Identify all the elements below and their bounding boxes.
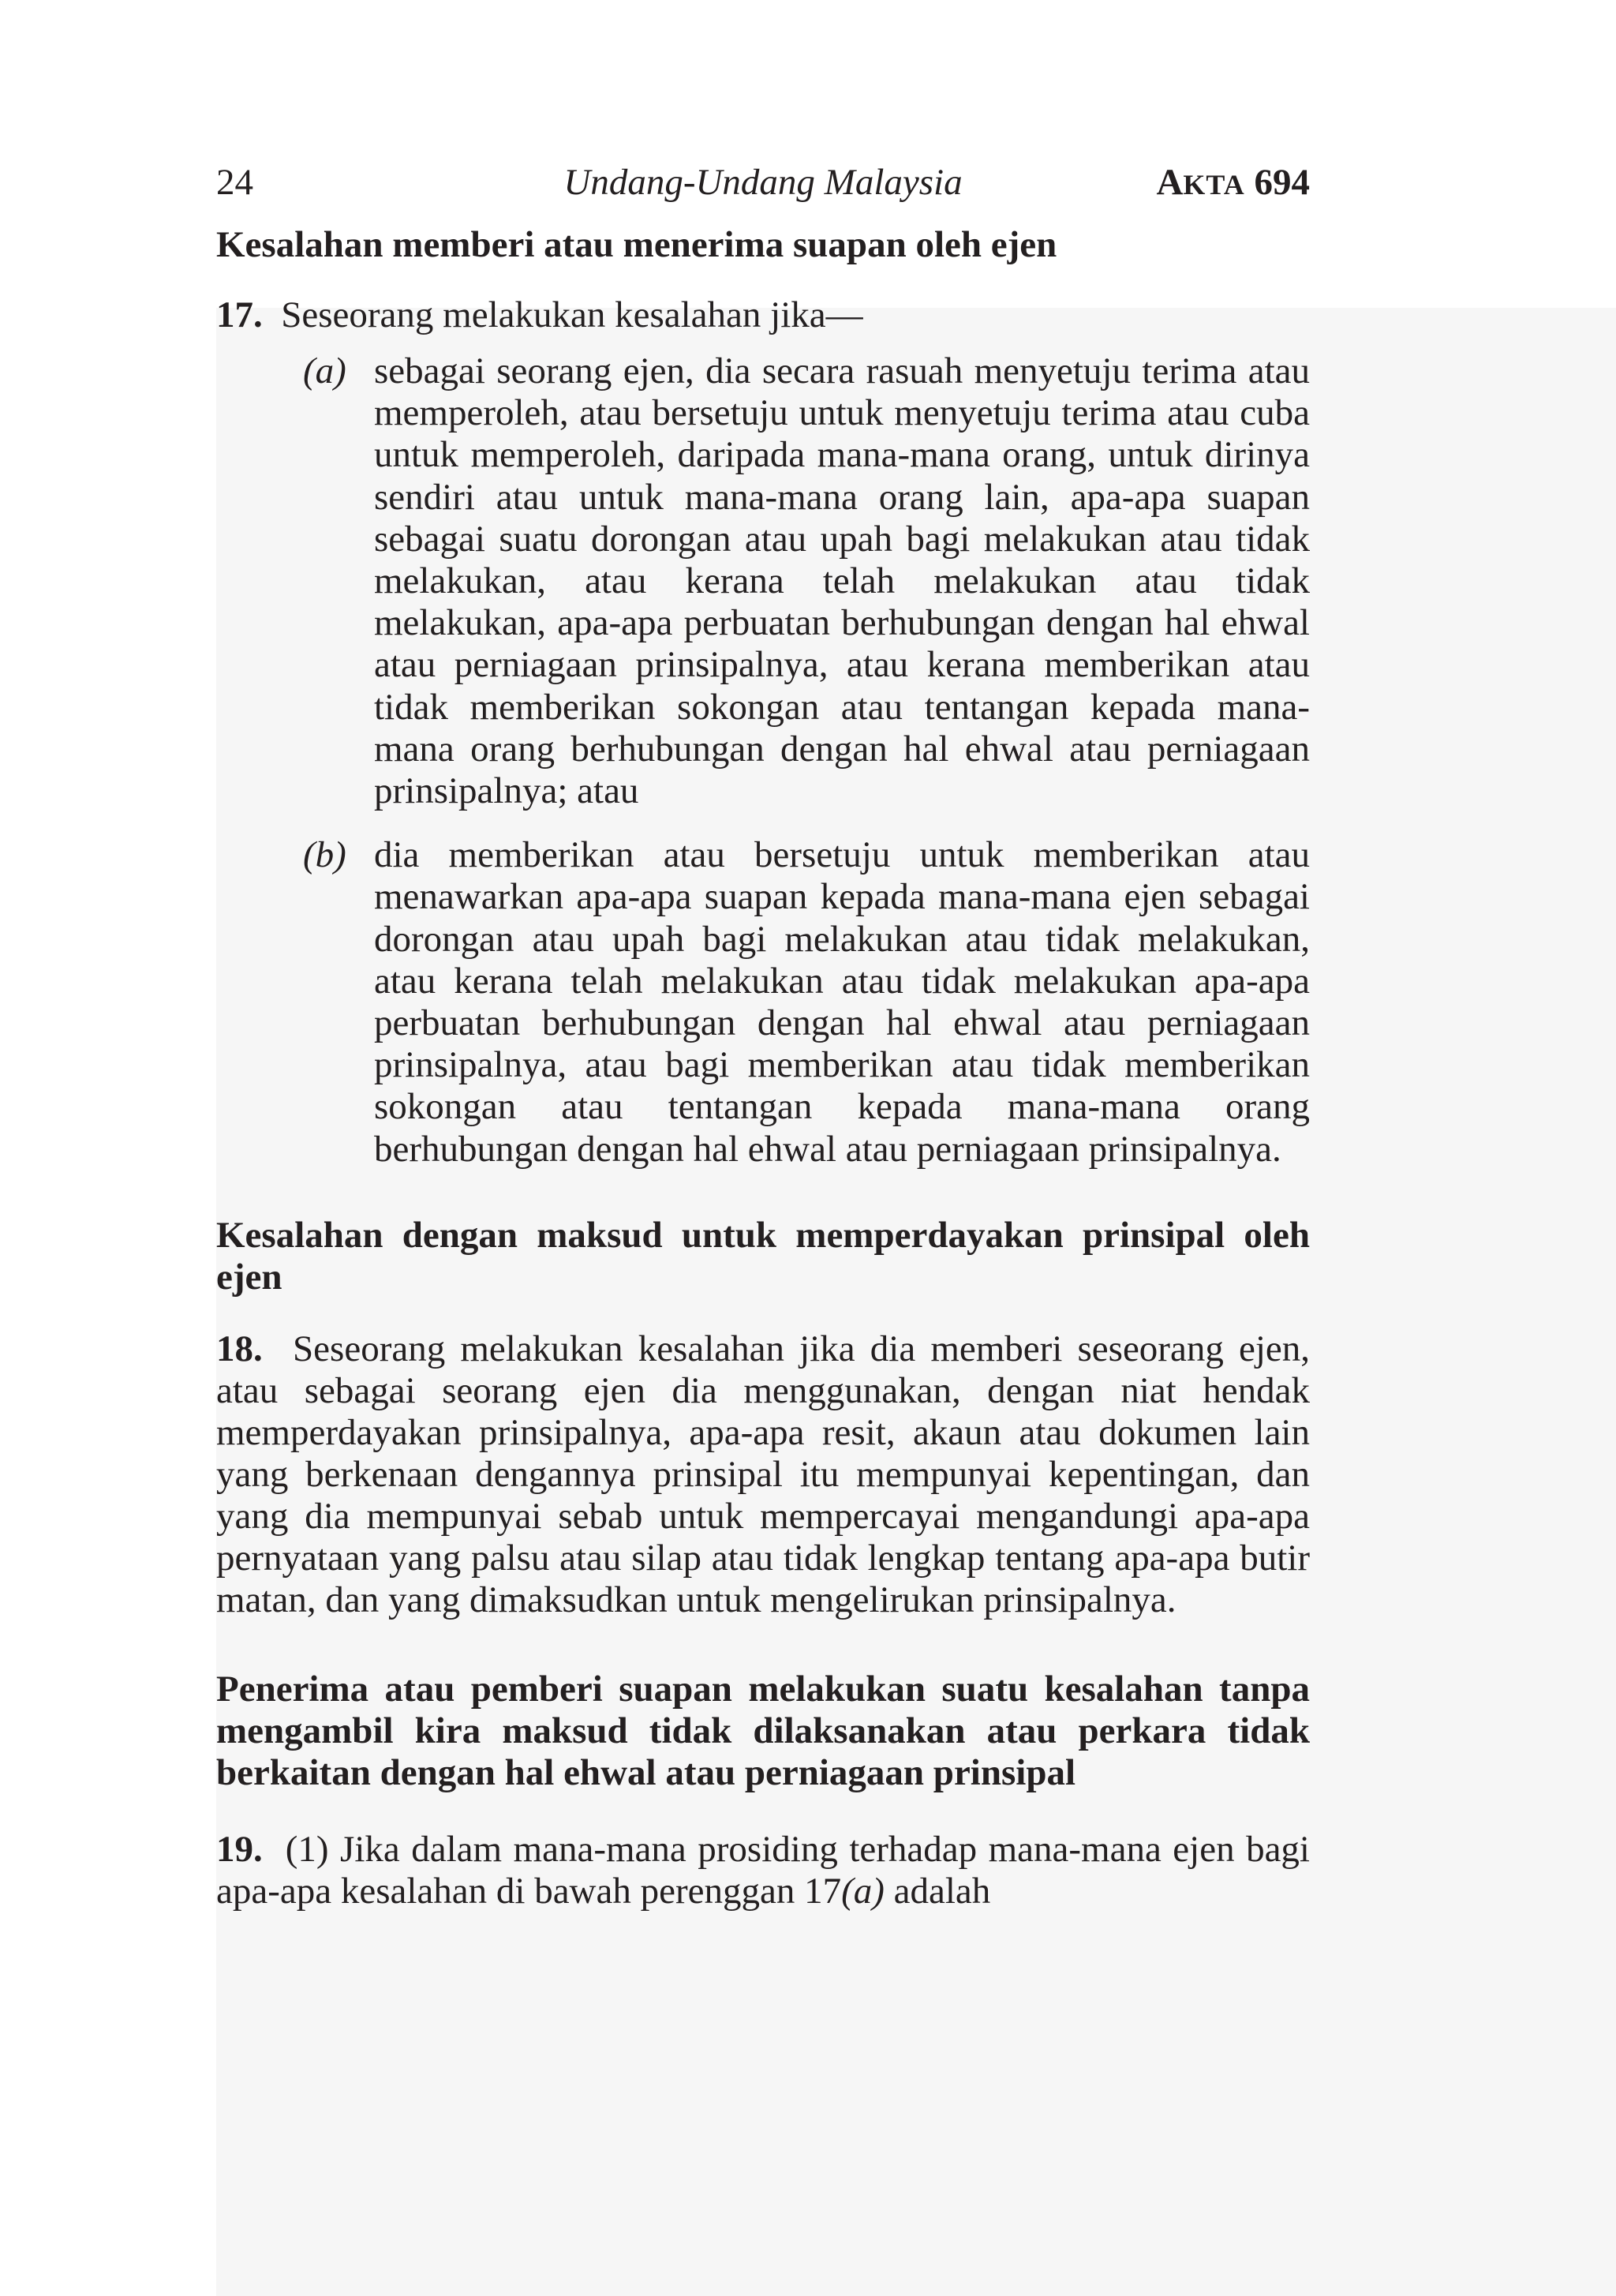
section-18-text: 18. Seseorang melakukan kesalahan jika dia memberi seseorang ejen, atau sebagai seorang ejen dia menggunakan, dengan niat hendak memperdayakan prinsipalnya, apa-apa resit, akaun atau dokumen lain yang berkenaan dengannya prinsipal itu mempunyai kepentingan, dan yang dia mempunyai sebab untuk mempercayai mengandungi apa-apa pernyataan yang palsu atau silap atau tidak lengkap tentang apa-apa butir matan, dan yang dimaksudkan untuk mengelirukan prinsipalnya. bbox=[216, 1328, 1310, 1620]
section-19-number: 19. bbox=[216, 1828, 263, 1870]
section-19-heading: Penerima atau pemberi suapan melakukan suatu kesalahan tanpa mengambil kira maksud tidak dilaksanakan atau perkara tidak berkaitan dengan hal ehwal atau perniagaan prinsipal bbox=[216, 1668, 1310, 1793]
section-17-intro: 17. Seseorang melakukan kesalahan jika— bbox=[216, 294, 863, 335]
section-17-heading: Kesalahan memberi atau menerima suapan oleh ejen bbox=[216, 224, 1057, 265]
item-b-label: (b) bbox=[303, 834, 346, 876]
section-18-heading: Kesalahan dengan maksud untuk memperdayakan prinsipal oleh ejen bbox=[216, 1214, 1310, 1298]
section-17-number: 17. bbox=[216, 294, 263, 335]
act-number: AKTA 694 bbox=[1156, 162, 1310, 203]
item-b-text: dia memberikan atau bersetuju untuk memberikan atau menawarkan apa-apa suapan kepada mana-mana ejen sebagai dorongan atau upah bagi melakukan atau tidak melakukan, atau kerana telah melakukan atau tidak melakukan apa-apa perbuatan berhubungan dengan hal ehwal atau perniagaan prinsipalnya, atau bagi memberikan atau tidak memberikan sokongan atau tentangan kepada mana-mana orang berhubungan dengan hal ehwal atau perniagaan prinsipalnya. bbox=[374, 834, 1310, 1170]
document-page bbox=[216, 155, 1310, 1912]
item-a-label: (a) bbox=[303, 350, 346, 391]
header-title: Undang-Undang Malaysia bbox=[563, 162, 963, 203]
section-19-text: 19. (1) Jika dalam mana-mana prosiding terhadap mana-mana ejen bagi apa-apa kesalahan di bawah perenggan 17(a) adalah bbox=[216, 1828, 1310, 1912]
running-header bbox=[216, 155, 1310, 210]
page-number: 24 bbox=[216, 162, 253, 203]
section-18-number: 18. bbox=[216, 1328, 263, 1369]
section-17-item-b bbox=[216, 834, 1310, 1170]
section-17-item-a bbox=[216, 350, 1310, 812]
item-a-text: sebagai seorang ejen, dia secara rasuah menyetuju terima atau memperoleh, atau bersetuju untuk menyetuju terima atau cuba untuk memperoleh, daripada mana-mana orang, untuk dirinya sendiri atau untuk mana-mana orang lain, apa-apa suapan sebagai suatu dorongan atau upah bagi melakukan atau tidak melakukan, atau kerana telah melakukan atau tidak melakukan, apa-apa perbuatan berhubungan dengan hal ehwal atau perniagaan prinsipalnya, atau kerana memberikan atau tidak memberikan sokongan atau tentangan kepada mana-mana orang berhubungan dengan hal ehwal atau perniagaan prinsipalnya; atau bbox=[374, 350, 1310, 812]
